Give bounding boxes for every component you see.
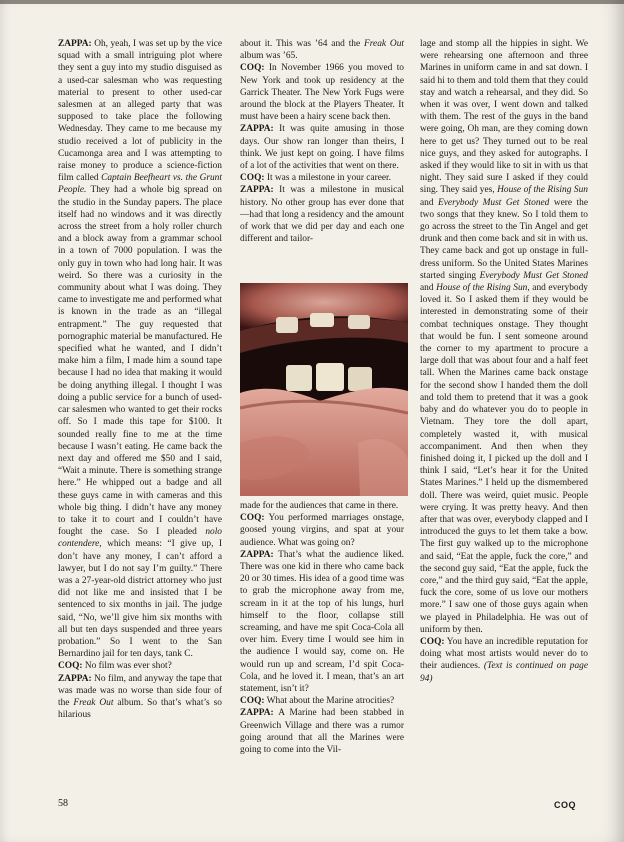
paragraph-text: It was a milestone in musical history. No other group has ever done that—had that long a residency and the amount of work that we did per day and each one different and tailor- — [240, 185, 404, 245]
paragraph-text: In November 1966 you moved to New York and took up residency at the Garrick Theater. The New York Fugs were around the block at the Players Theater. It must have been a hairy scene back then. — [240, 63, 404, 123]
italic-title: House of the Rising Sun, — [436, 283, 530, 294]
column-2-continued — [240, 500, 404, 756]
page-number: 58 — [58, 798, 68, 809]
speaker-label: COQ: — [58, 661, 83, 672]
speaker-label: ZAPPA: — [240, 549, 274, 560]
paragraph-text: album. So that’s what’s so hilarious — [58, 697, 222, 721]
paragraph-text: It was quite amusing in those days. Our show ran longer than theirs, I think. We just kept on going. I have films of a lot of the activities that went on there. — [240, 124, 404, 172]
italic-title: Everybody Must Get Stoned — [438, 197, 550, 208]
page-top-edge — [0, 0, 624, 4]
paragraph-text: No film was ever shot? — [82, 661, 172, 672]
speaker-label: ZAPPA: — [58, 39, 92, 49]
mouth-photo-icon — [240, 283, 408, 496]
paragraph — [240, 512, 404, 549]
paragraph — [58, 660, 222, 672]
paragraph-text: and everybody loved it. So I asked them if they would be interested in demonstrating some of their combat techniques onstage. They thought that would be fun. I sent someone around the corner to my apartment to procure a large doll that was about four and a half feet tall. When the Marines came back onstage for the second show I handed them the doll and told them to pretend that it was a gook baby and do whatever you do to people in Vietnam. They tore the doll apart, completely wasted it, with musical accompaniment. And then when they finished doing it, I picked up the doll and I think I said, “Let’s hear it for the United States Marines.” I held up the dismembered doll. There was weird, quiet music. People were crying. It was pretty heavy. And then after that was over, everybody clapped and I introduced the guys to let them take a bow. The first guy walked up to the microphone and said, “Eat the apple, fuck the core,” and the second guy said, “Eat the apple, fuck the core,” and the third guy said, “Eat the apple, fuck the core, some of us love our mothers more.” I saw one of those guys again when we played in Philadelphia. He was out of uniform by then. — [420, 283, 588, 635]
paragraph-text: You have an incredible reputation for doing what most artists would never do to their audiences. — [420, 636, 588, 672]
paragraph — [420, 38, 588, 636]
column-1 — [58, 38, 222, 721]
paragraph-text: made for the audiences that came in there. — [240, 501, 399, 511]
speaker-label: ZAPPA: — [58, 673, 92, 684]
paragraph-text: No film, and anyway the tape that was made was no worse than side four of the — [58, 673, 222, 708]
paragraph — [240, 184, 404, 245]
column-3 — [420, 38, 588, 685]
speaker-label: COQ: — [240, 173, 265, 184]
speaker-label: COQ: — [420, 636, 445, 647]
speaker-label: ZAPPA: — [240, 124, 274, 135]
speaker-label: ZAPPA: — [240, 185, 274, 196]
italic-title: Freak Out — [364, 39, 404, 49]
paragraph — [240, 172, 404, 184]
magazine-logo: COQ — [553, 800, 576, 810]
paragraph — [58, 673, 222, 722]
paragraph — [58, 38, 222, 660]
paragraph — [240, 123, 404, 172]
paragraph-text: album was ’65. — [240, 51, 298, 62]
column-2 — [240, 38, 404, 245]
paragraph-text: lage and stomp all the hippies in sight. We were rehearsing one afternoon and three Marines in uniform came in and sat down. I said hi to them and told them that they could stay and watch a rehearsal, and they did. So when it was over, I went down and talked with them. The rest of the guys in the band were going, Oh man, are they coming down here to get us? They turned out to be real nice guys, and they asked for autographs. I asked if they would like to sit in with us that night. They said sure I asked if they could sing. They said yes, — [420, 39, 588, 196]
paragraph — [420, 636, 588, 685]
paragraph-text: A Marine had been stabbed in Greenwich Village and there was a rumor going around that all the Marines were going to come into the Vil- — [240, 708, 404, 756]
paragraph-text: Oh, yeah, I was set up by the vice squad with a small intriguing plot where they sent a guy into my studio disguised as a used-car salesman who was requesting material to present to other used-car salesmen at an alleged party that was supposed to take place the following Wednesday. They came to me because my studio received a lot of publicity in the Cucamonga area and I was attempting to raise money to produce a science-fiction film called — [58, 39, 222, 184]
italic-title: nolo contendere, — [58, 527, 222, 550]
speaker-label: COQ: — [240, 513, 265, 524]
paragraph — [240, 707, 404, 756]
paragraph — [240, 62, 404, 123]
paragraph-text: and — [420, 197, 439, 208]
paragraph-text: That’s what the audience liked. There was one kid in there who came back 20 or 30 times. His idea of a good time was to grab the microphone away from me, scream in it at the top of his lungs, hurl himself to the floor, collapse still screaming, and have me spit Coca-Cola all over him. Every time I would see him in the audience I would say, come on. He would run up and scream, I’d spit Coca-Cola, and he loved it. I mean, that’s an art statement, isn’t it? — [240, 549, 404, 695]
speaker-label: COQ: — [240, 696, 265, 707]
paragraph-text: They had a whole big spread on the studio in the Sunday papers. The place itself had no windows and it was directly across the street from a holy roller church and a block away from a grammar school in a town of 7000 population. I was the only guy in town who had long hair. It was weird. So there was a curiosity in the community about what I was doing. They came to investigate me and performed what is known in the trade as an “illegal entrapment.” The guy requested that pornographic material be manufactured. He specified what he wanted, and I didn’t make him a film, I made him a sound tape because I had no idea that making it would be doing anything illegal. I thought I was doing a public service for a bunch of used-car salesmen who wanted to get their rocks off. So I made this tape for $100. It sounded really fine to me at the time because I wasn’t eating. He came back the next day and offered me $50 and I said, “Wait a minute. There is something strange here.” He whipped out a badge and all these guys came in with cameras and this whole big thing. I didn’t have any money to take it to court and I couldn’t have fought the case. So I pleaded — [58, 185, 222, 538]
paragraph — [240, 549, 404, 695]
italic-title: (Text is continued on page 94) — [420, 661, 588, 684]
paragraph-text: were the two songs that they knew. So I told them to go across the street to the Tin Angel and get drunk and then come back and sit in with us. They came back and got up onstage in full-dress uniform. So the United States Marines started singing — [420, 197, 589, 281]
italic-title: Freak Out — [73, 697, 114, 708]
paragraph-text: and — [420, 283, 437, 294]
paragraph-text: What about the Marine atrocities? — [264, 696, 395, 707]
paragraph-text: which means: “I give up, I don’t have any money, I can’t afford a lawyer, but I do not say I’m guilty.” There was a 27-year-old district attorney who just did not like me and insisted that I be sentenced to six months in jail. The judge said, “No, we’ll give him six months with all but ten days suspended and three years probation.” So I went to the San Bernardino jail for ten days, tank C. — [58, 539, 222, 660]
italic-title: Everybody Must Get Stoned — [479, 270, 588, 281]
speaker-label: ZAPPA: — [240, 708, 274, 719]
speaker-label: COQ: — [240, 63, 265, 74]
italic-title: House of the Rising Sun — [497, 185, 588, 196]
paragraph — [240, 695, 404, 707]
paragraph — [240, 38, 404, 62]
paragraph-text: about it. This was ’64 and the — [240, 39, 365, 49]
paragraph-text: You performed marriages onstage, goosed young virgins, and spat at your audience. What was going on? — [240, 513, 404, 548]
mouth-photo-graphic — [240, 283, 408, 496]
italic-title: Captain Beefheart vs. the Grunt People. — [58, 173, 222, 196]
paragraph — [240, 500, 404, 512]
paragraph-text: It was a milestone in your career. — [264, 173, 392, 184]
